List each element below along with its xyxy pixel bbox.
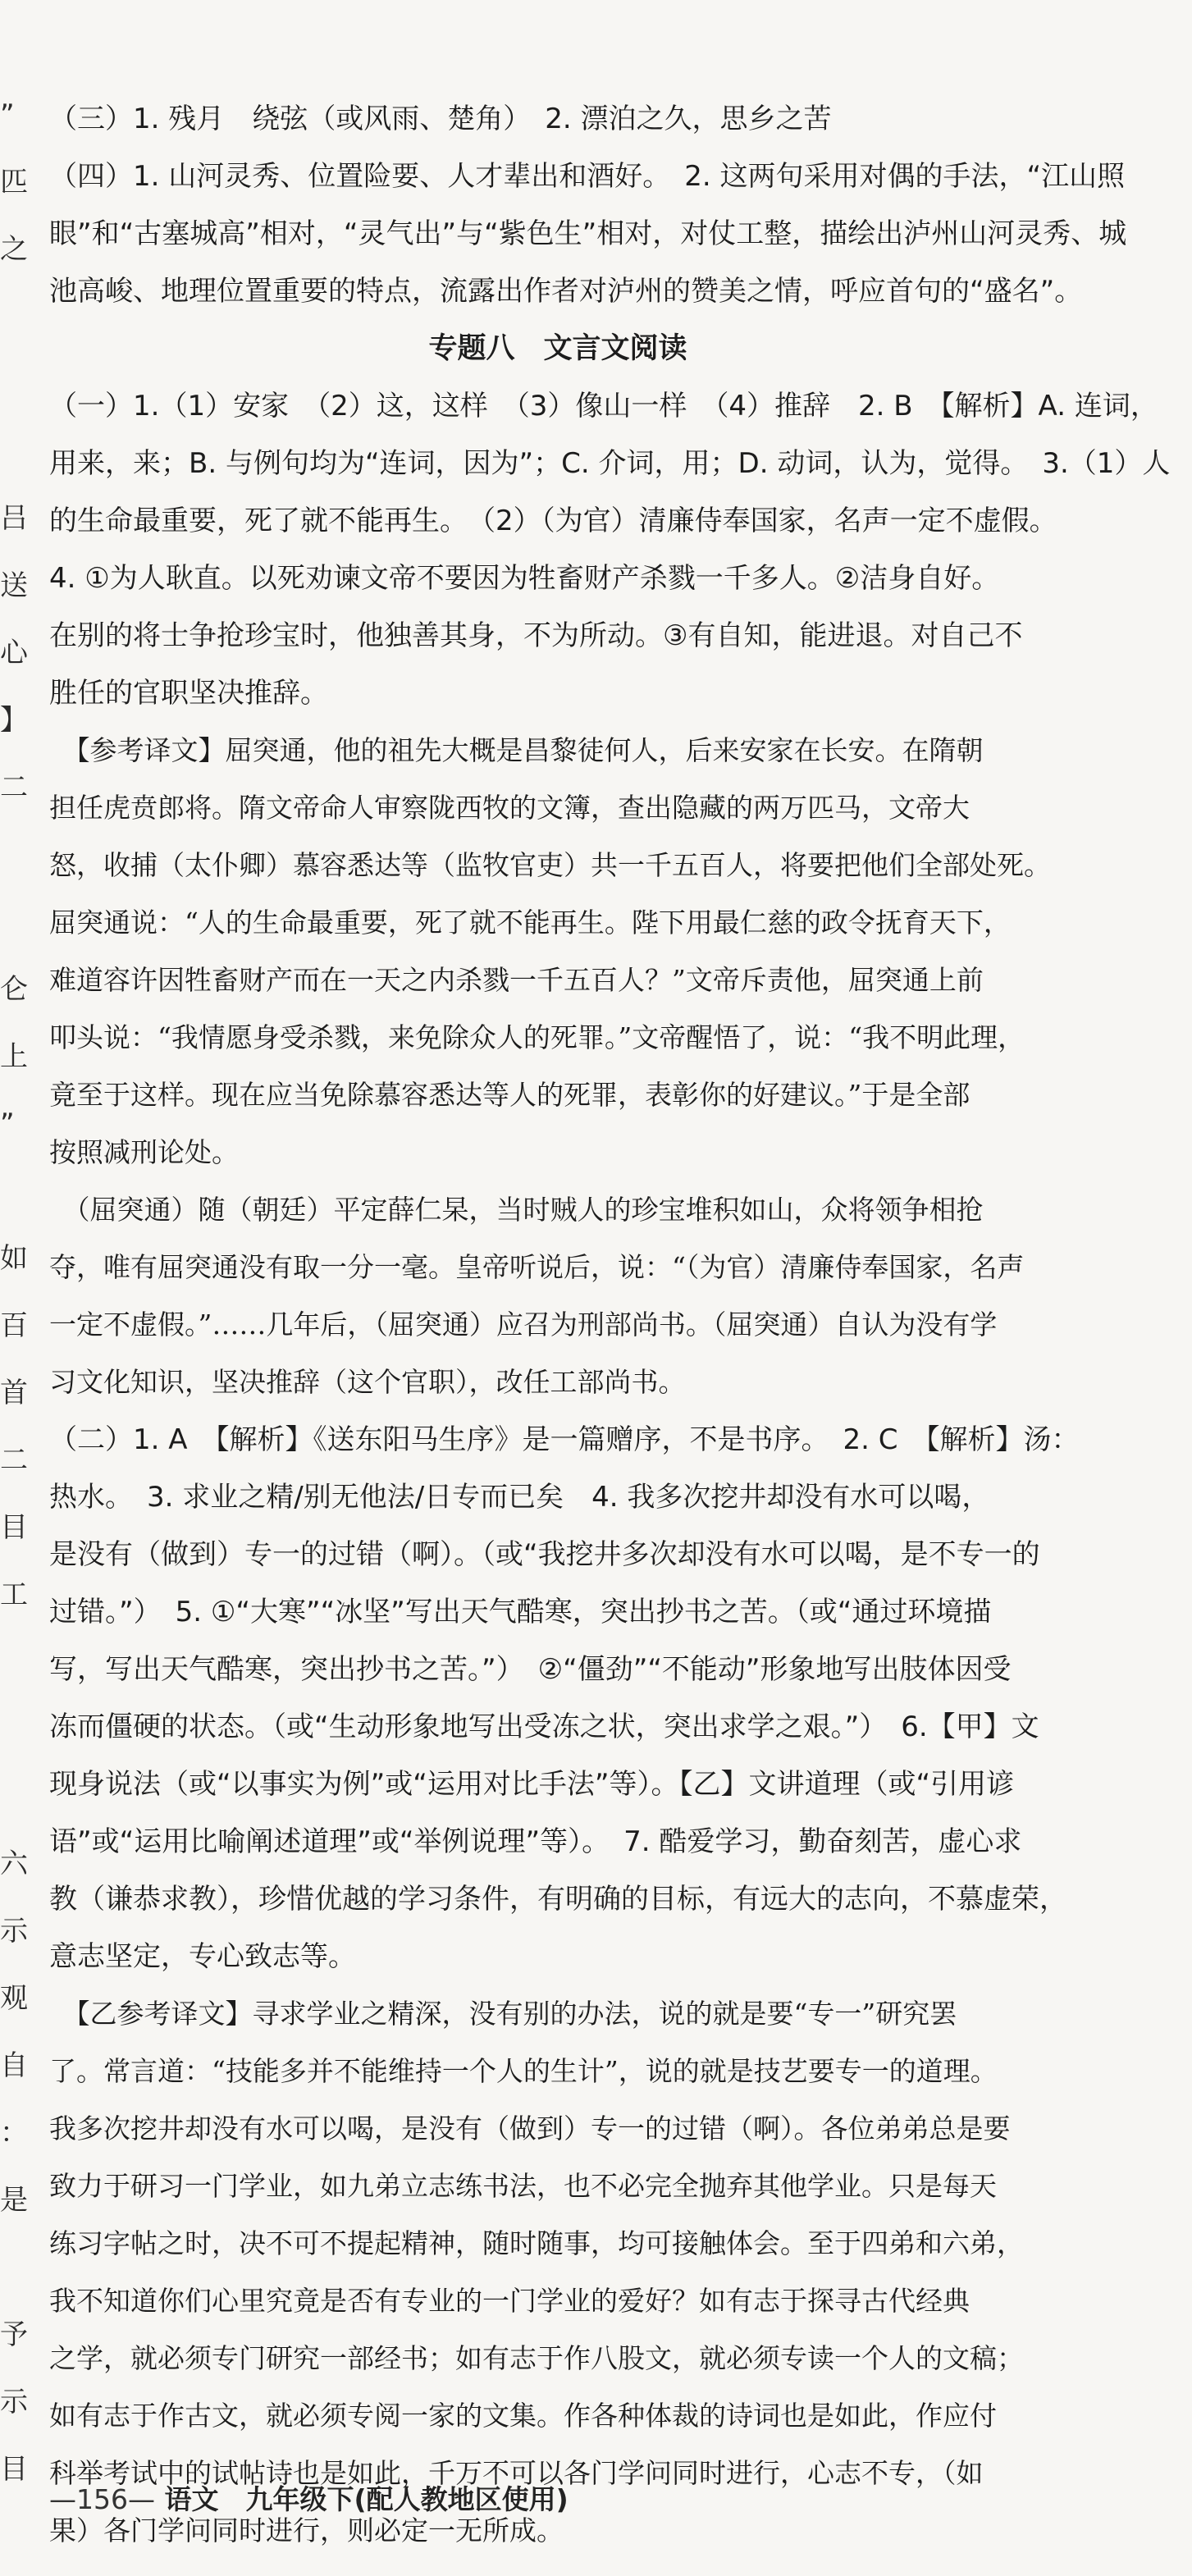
- translation-line: 练习字帖之时，决不可不提起精神，随时随事，均可接触体会。至于四弟和六弟，: [49, 2227, 1024, 2259]
- page-footer: [49, 2479, 569, 2520]
- edge-char: 上: [0, 1040, 28, 1073]
- answer-line: 教（谦恭求教），珍惜优越的学习条件，有明确的目标，有远大的志向，不慕虚荣，: [49, 1883, 1067, 1916]
- answer-line: 语”或“运用比喻阐述道理”或“举例说理”等）。 7. 酷爱学习，勤奋刻苦，虚心求: [49, 1825, 1022, 1858]
- answer-line: 写，写出天气酷寒，突出抄书之苦。”） ②“僵劲”“不能动”形象地写出肢体因受: [49, 1653, 1012, 1686]
- footer-book-title: 语文 九年级下(配人教地区使用): [164, 2483, 569, 2515]
- edge-char: 二: [0, 771, 28, 804]
- poetry-answers-block: [49, 90, 1127, 320]
- answer-line: 的生命最重要，死了就不能再生。 （2）（为官）清廉侍奉国家，名声一定不虚假。: [49, 505, 1057, 537]
- translation-line: 习文化知识，坚决推辞（这个官职），改任工部尚书。: [49, 1366, 686, 1398]
- edge-char: 吕: [0, 502, 28, 535]
- section-title: 专题八 文言文阅读: [428, 332, 687, 365]
- translation-line: 【乙参考译文】寻求学业之精深，没有别的办法，说的就是要“专一”研究罢: [49, 1998, 957, 2030]
- page-content: [49, 90, 1171, 2560]
- translation-line: 怒，收捕（太仆卿）慕容悉达等（监牧官吏）共一千五百人，将要把他们全部处死。: [49, 849, 1051, 881]
- translation-line: 竟至于这样。现在应当免除慕容悉达等人的死罪，表彰你的好建议。”于是全部: [49, 1079, 970, 1111]
- answer-line: （三）1. 残月 绕弦（或风雨、楚角） 2. 漂泊之久，思乡之苦: [49, 103, 832, 135]
- translation-line: 叩头说：“我情愿身受杀戮，来免除众人的死罪。”文帝醒悟了，说：“我不明此理，: [49, 1021, 1025, 1053]
- edge-char: 观: [0, 1982, 28, 2015]
- answer-line: 在别的将士争抢珍宝时，他独善其身，不为所动。③有自知，能进退。对自己不: [49, 619, 1023, 652]
- edge-char: 首: [0, 1377, 28, 1409]
- edge-char: 心: [0, 637, 28, 669]
- edge-char: 目: [0, 1511, 28, 1544]
- classical-answers-block-1: [49, 377, 1171, 722]
- translation-line: 如有志于作古文，就必须专阅一家的文集。作各种体裁的诗词也是如此，作应付: [49, 2400, 997, 2432]
- edge-char: 如: [0, 1242, 28, 1275]
- translation-line: 难道容许因牲畜财产而在一天之内杀戮一千五百人？”文帝斥责他，屈突通上前: [49, 964, 984, 996]
- edge-char: 百: [0, 1309, 28, 1342]
- translation-line: 致力于研习一门学业，如九弟立志练书法，也不必完全抛弃其他学业。只是每天: [49, 2170, 997, 2202]
- answer-line: 4. ①为人耿直。以死劝谏文帝不要因为牲畜财产杀戮一千多人。②洁身自好。: [49, 562, 1000, 595]
- edge-char: ：: [0, 2117, 28, 2149]
- translation-line: （屈突通）随（朝廷）平定薛仁杲，当时贼人的珍宝堆积如山，众将领争相抢: [49, 1194, 984, 1226]
- left-edge-fragments: [0, 0, 28, 2576]
- edge-char: 】: [0, 704, 28, 737]
- answer-line: 意志坚定，专心致志等。: [49, 1940, 356, 1973]
- edge-char: 六: [0, 1848, 28, 1880]
- translation-line: 一定不虚假。”……几年后，（屈突通）应召为刑部尚书。（屈突通）自认为没有学: [49, 1309, 998, 1341]
- edge-char: 送: [0, 569, 28, 602]
- reference-translation-1: [49, 722, 1066, 1411]
- answer-line: 现身说法（或“以事实为例”或“运用对比手法”等）。【乙】文讲道理（或“引用谚: [49, 1768, 1015, 1801]
- answer-line: 冻而僵硬的状态。（或“生动形象地写出受冻之状，突出求学之艰。”） 6.【甲】文: [49, 1710, 1039, 1743]
- edge-char: ”: [0, 98, 15, 131]
- answer-line: 池高峻、地理位置重要的特点，流露出作者对泸州的赞美之情，呼应首句的“盛名”。: [49, 275, 1083, 308]
- edge-char: 示: [0, 2386, 28, 2418]
- translation-line: 担任虎贲郎将。隋文帝命人审察陇西牧的文簿，查出隐藏的两万匹马，文帝大: [49, 792, 970, 824]
- translation-line: 科举考试中的试帖诗也是如此，千万不可以各门学问同时进行，心志不专，（如: [49, 2457, 984, 2489]
- edge-char: 自: [0, 2049, 28, 2082]
- edge-char: 工: [0, 1578, 28, 1611]
- translation-line: 果）各门学问同时进行，则必定一无所成。: [49, 2514, 564, 2546]
- edge-char: 匹: [0, 166, 28, 199]
- translation-line: 【参考译文】屈突通，他的祖先大概是昌黎徒何人，后来安家在长安。在隋朝: [49, 734, 984, 766]
- translation-line: 屈突通说：“人的生命最重要，死了就不能再生。陛下用最仁慈的政令抚育天下，: [49, 907, 1011, 939]
- translation-line: 夺，唯有屈突通没有取一分一毫。皇帝听说后，说：“（为官）清廉侍奉国家，名声: [49, 1251, 1025, 1283]
- translation-line: 我不知道你们心里究竟是否有专业的一门学业的爱好？如有志于探寻古代经典: [49, 2285, 970, 2317]
- answer-line: 过错。”） 5. ①“大寒”“冰坚”写出天气酷寒，突出抄书之苦。（或“通过环境描: [49, 1596, 992, 1628]
- translation-line: 按照减刑论处。: [49, 1136, 239, 1168]
- answer-line: （二）1. A 【解析】《送东阳马生序》是一篇赠序，不是书序。 2. C 【解析】汤：: [49, 1423, 1080, 1456]
- answer-line: 眼”和“古塞城高”相对，“灵气出”与“紫色生”相对，对仗工整，描绘出泸州山河灵秀、城: [49, 217, 1127, 250]
- edge-char: 之: [0, 233, 28, 266]
- answer-line: 是没有（做到）专一的过错（啊）。（或“我挖井多次却没有水可以喝，是不专一的: [49, 1538, 1040, 1571]
- translation-line: 了。常言道：“技能多并不能维持一个人的生计”，说的就是技艺要专一的道理。: [49, 2055, 998, 2087]
- edge-char: 是: [0, 2184, 28, 2217]
- answer-line: （一）1.（1）安家 （2）这，这样 （3）像山一样 （4）推辞 2. B 【解析】A. 连词，: [49, 390, 1158, 422]
- edge-char: 二: [0, 1444, 28, 1477]
- edge-char: 予: [0, 2318, 28, 2351]
- translation-line: 之学，就必须专门研究一部经书；如有志于作八股文，就必须专读一个人的文稿；: [49, 2342, 1024, 2374]
- answer-line: （四）1. 山河灵秀、位置险要、人才辈出和酒好。 2. 这两句采用对偶的手法，“江山照: [49, 160, 1126, 193]
- answer-line: 胜任的官职坚决推辞。: [49, 677, 328, 710]
- edge-char: ”: [0, 1108, 15, 1140]
- page-number: —156—: [49, 2483, 155, 2515]
- answer-line: 用来，来；B. 与例句均为“连词，因为”；C. 介词，用；D. 动词，认为，觉得。 3.（1）人: [49, 447, 1171, 480]
- reference-translation-2: [49, 1985, 1066, 2560]
- classical-answers-block-2: [49, 1411, 1080, 1985]
- edge-char: 示: [0, 1915, 28, 1948]
- edge-char: 仑: [0, 973, 28, 1006]
- edge-char: 目: [0, 2453, 28, 2486]
- answer-line: 热水。 3. 求业之精/别无他法/日专而已矣 4. 我多次挖井却没有水可以喝，: [49, 1481, 990, 1514]
- translation-line: 我多次挖井却没有水可以喝，是没有（做到）专一的过错（啊）。各位弟弟总是要: [49, 2112, 1011, 2144]
